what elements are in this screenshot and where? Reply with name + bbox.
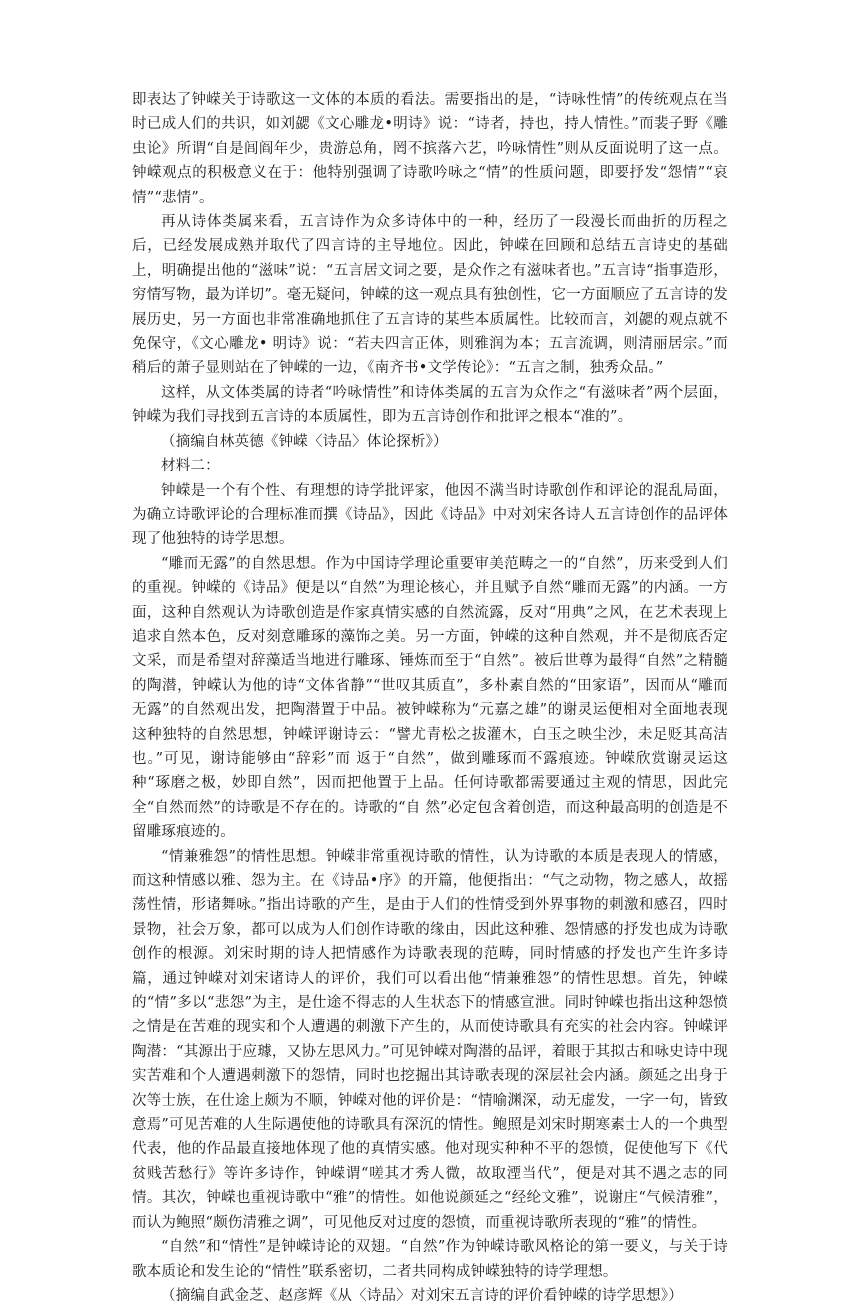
paragraph-continuation: 即表达了钟嵘关于诗歌这一文体的本质的看法。需要指出的是，“诗咏性情”的传统观点在当时已成人们的共识，如刘勰《文心雕龙•明诗》说：“诗者，持也，持人情性。”而裴子野《雕虫论》所谓“自是闾阎年少，贵游总角，罔不摈落六艺，吟咏情性”则从反面说明了这一点。钟嵘观点的积极意义在于：他特别强调了诗歌吟咏之“情”的性质问题，即要抒发“怨情”“哀情”“悲情”。 (132, 92, 728, 206)
paragraph-emotion-thought: “情兼雅怨”的情性思想。钟嵘非常重视诗歌的情性，认为诗歌的本质是表现人的情感，而这种情感以雅、怨为主。在《诗品•序》的开篇，他便指出：“气之动物，物之感人，故摇荡性情，形诸舞咏。”指出诗歌的产生，是由于人们的性情受到外界事物的刺激和感召，四时景物，社会万象，都可以成为人们创作诗歌的缘由，因此这种雅、怨情感的抒发也成为诗歌创作的根源。刘宋时期的诗人把情感作为诗歌表现的范畴，同时情感的抒发也产生许多诗篇，通过钟嵘对刘宋诸诗人的评价，我们可以看出他“情兼雅怨”的情性思想。首先，钟嵘的“情”多以“悲怨”为主，是仕途不得志的人生状态下的情感宣泄。同时钟嵘也指出这种怨愤之情是在苦难的现实和个人遭遇的刺激下产生的，从而使诗歌具有充实的社会内容。钟嵘评陶潜：“其源出于应璩，又协左思风力。”可见钟嵘对陶潜的品评，着眼于其拟古和咏史诗中现实苦难和个人遭遇刺激下的怨情，同时也挖掘出其诗歌表现的深层社会内涵。颜延之出身于次等士族，在仕途上颇为不顺，钟嵘对他的评价是：“情喻渊深，动无虚发，一字一句，皆致意焉”可见苦难的人生际遇使他的诗歌具有深沉的情性。鲍照是刘宋时期寒素士人的一个典型代表，他的作品最直接地体现了他的真情实感。他对现实种种不平的怨愤，促使他写下《代贫贱苦愁行》等许多诗作，钟嵘谓“嗟其才秀人微，故取湮当代”，便是对其不遇之志的同情。其次，钟嵘也重视诗歌中“雅”的情性。如他说颜延之“经纶文雅”，说谢庄“气候清雅”，而认为鲍照“颇伤清雅之调”，可见他反对过度的怨愤，而重视诗歌所表现的“雅”的情性。 (132, 848, 728, 1231)
paragraph-intro-2: 钟嵘是一个有个性、有理想的诗学批评家，他因不满当时诗歌创作和评论的混乱局面，为确立诗歌评论的合理标准而撰《诗品》，因此《诗品》中对刘宋各诗人五言诗创作的品评体现了他独特的诗学思想。 (132, 482, 728, 548)
material-two-label: 材料二： (161, 458, 220, 475)
paragraph-conclusion-2: “自然”和“情性”是钟嵘诗论的双翅。“自然”作为钟嵘诗歌风格论的第一要义，与关于诗歌本质论和发生论的“情性”联系密切，二者共同构成钟嵘独特的诗学理想。 (132, 1239, 728, 1280)
paragraph-conclusion-1: 这样，从文体类属的诗者“吟咏情性”和诗体类属的五言为众作之“有滋味者”两个层面，钟嵘为我们寻找到五言诗的本质属性，即为五言诗创作和批评之根本“准的”。 (132, 384, 728, 426)
paragraph-nature-thought: “雕而无露”的自然思想。作为中国诗学理论重要审美范畴之一的“自然”，历来受到人们的重视。钟嵘的《诗品》便是以“自然”为理论核心，并且赋予自然“雕而无露”的内涵。一方面，这种自然观认为诗歌创造是作家真情实感的自然流露，反对“用典”之风，在艺术表现上追求自然本色，反对刻意雕琢的藻饰之美。另一方面，钟嵘的这种自然观，并不是彻底否定文采，而是希望对辞藻适当地进行雕琢、锤炼而至于“自然”。被后世尊为最得“自然”之精髓的陶潜，钟嵘认为他的诗“文体省静”“世叹其质直”，多朴素自然的“田家语”，因而从“雕而无露”的自然观出发，把陶潜置于中品。被钟嵘称为“元嘉之雄”的谢灵运便相对全面地表现这种独特的自然思想，钟嵘评谢诗云：“譬尤青松之拔灌木，白玉之映尘沙，未足贬其高洁也。”可见，谢诗能够由“辞彩”而 返于“自然”，做到雕琢而不露痕迹。钟嵘欣赏谢灵运这种“琢磨之极，妙即自然”，因而把他置于上品。任何诗歌都需要通过主观的情思，因此完全“自然而然”的诗歌是不存在的。诗歌的“自 然”必定包含着创造，而这种最高明的创造是不留雕琢痕迹的。 (132, 555, 728, 841)
article-page (132, 88, 728, 1308)
paragraph-genre-category: 再从诗体类属来看，五言诗作为众多诗体中的一种，经历了一段漫长而曲折的历程之后，已经发展成熟并取代了四言诗的主导地位。因此，钟嵘在回顾和总结五言诗史的基础上，明确提出他的“滋味”说：“五言居文词之要，是众作之有滋味者也。”五言诗“指事造形，穷情写物，最为详切”。毫无疑问，钟嵘的这一观点具有独创性，它一方面顺应了五言诗的发展历史，另一方面也非常准确地抓住了五言诗的某些本质属性。比较而言，刘勰的观点就不免保守，《文心雕龙• 明诗》说：“若夫四言正体，则雅润为本；五言流调，则清丽居宗。”而稍后的萧子显则站在了钟嵘的一边，《南齐书•文学传论》：“五言之制，独秀众品。” (132, 214, 728, 377)
source-citation-1: （摘编自林英德《钟嵘〈诗品〉体论探析》） (161, 433, 448, 450)
source-citation-2: （摘编自武金芝、赵彦辉《从〈诗品〉对刘宋五言诗的评价看钟嵘的诗学思想》） (161, 1287, 683, 1304)
